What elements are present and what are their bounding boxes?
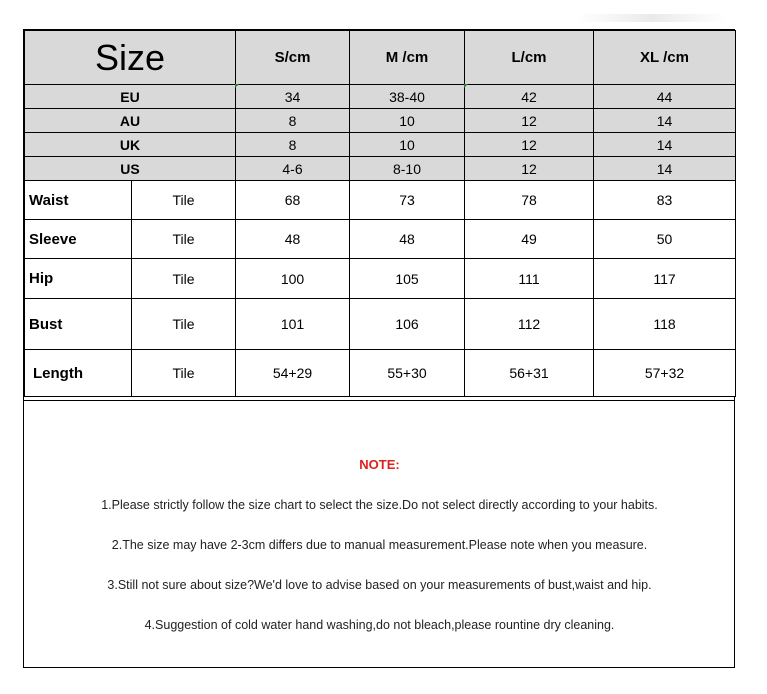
- measure-name: Bust: [25, 299, 132, 350]
- region-value: 38-40: [350, 85, 465, 109]
- measure-value: 105: [350, 259, 465, 299]
- measure-row-sleeve: [25, 220, 736, 259]
- measure-value: 78: [465, 181, 594, 220]
- measure-value: 55+30: [350, 350, 465, 397]
- measure-row-length: [25, 350, 736, 397]
- measure-value: 57+32: [594, 350, 736, 397]
- background-watermark-smudge: [577, 14, 727, 22]
- measure-value: 68: [236, 181, 350, 220]
- region-value: 44: [594, 85, 736, 109]
- region-value: 12: [465, 109, 594, 133]
- region-value: 12: [465, 133, 594, 157]
- region-value: 4-6: [236, 157, 350, 181]
- region-row-uk: [25, 133, 736, 157]
- measure-value: 112: [465, 299, 594, 350]
- measure-name: Waist: [25, 181, 132, 220]
- measure-value: 118: [594, 299, 736, 350]
- size-chart-sheet: [23, 29, 735, 668]
- measure-type: Tile: [132, 350, 236, 397]
- measure-row-waist: [25, 181, 736, 220]
- column-header-m: M /cm: [350, 31, 465, 85]
- size-table: [24, 30, 736, 397]
- measure-value: 111: [465, 259, 594, 299]
- notes-section: [24, 400, 735, 668]
- measure-value: 83: [594, 181, 736, 220]
- column-header-s: S/cm: [236, 31, 350, 85]
- measure-name: Length: [25, 350, 132, 397]
- region-value: 10: [350, 133, 465, 157]
- measure-value: 49: [465, 220, 594, 259]
- header-row: [25, 31, 736, 85]
- region-label: UK: [25, 133, 236, 157]
- measure-value: 56+31: [465, 350, 594, 397]
- region-value: 8: [236, 109, 350, 133]
- measure-value: 73: [350, 181, 465, 220]
- region-value: 34: [236, 85, 350, 109]
- measure-name: Sleeve: [25, 220, 132, 259]
- region-row-us: [25, 157, 736, 181]
- measure-type: Tile: [132, 259, 236, 299]
- region-value: 42: [465, 85, 594, 109]
- measure-value: 50: [594, 220, 736, 259]
- region-row-eu: [25, 85, 736, 109]
- region-value: 10: [350, 109, 465, 133]
- measure-row-hip: [25, 259, 736, 299]
- measure-name: Hip: [25, 259, 132, 299]
- region-value: 12: [465, 157, 594, 181]
- size-title: Size: [25, 31, 236, 85]
- measure-type: Tile: [132, 220, 236, 259]
- measure-type: Tile: [132, 181, 236, 220]
- measure-value: 48: [236, 220, 350, 259]
- region-value: 14: [594, 133, 736, 157]
- region-row-au: [25, 109, 736, 133]
- region-value: 14: [594, 157, 736, 181]
- column-header-xl: XL /cm: [594, 31, 736, 85]
- note-title: NOTE:: [359, 457, 400, 472]
- measure-value: 100: [236, 259, 350, 299]
- column-header-l: L/cm: [465, 31, 594, 85]
- measure-value: 48: [350, 220, 465, 259]
- measure-row-bust: [25, 299, 736, 350]
- note-line-3: 3.Still not sure about size?We'd love to advise based on your measurements of bust,waist and hip.: [107, 578, 652, 592]
- note-line-1: 1.Please strictly follow the size chart to select the size.Do not select directly according to your habits.: [101, 498, 658, 512]
- cell-corner-marker: [235, 84, 239, 88]
- region-value: 8-10: [350, 157, 465, 181]
- region-value: 14: [594, 109, 736, 133]
- measure-value: 54+29: [236, 350, 350, 397]
- region-label: EU: [25, 85, 236, 109]
- cell-corner-marker: [464, 84, 468, 88]
- region-label: US: [25, 157, 236, 181]
- note-line-2: 2.The size may have 2-3cm differs due to manual measurement.Please note when you measure.: [111, 538, 648, 552]
- measure-value: 101: [236, 299, 350, 350]
- measure-value: 106: [350, 299, 465, 350]
- region-value: 8: [236, 133, 350, 157]
- note-line-4: 4.Suggestion of cold water hand washing,do not bleach,please rountine dry cleaning.: [144, 618, 615, 632]
- measure-type: Tile: [132, 299, 236, 350]
- measure-value: 117: [594, 259, 736, 299]
- region-label: AU: [25, 109, 236, 133]
